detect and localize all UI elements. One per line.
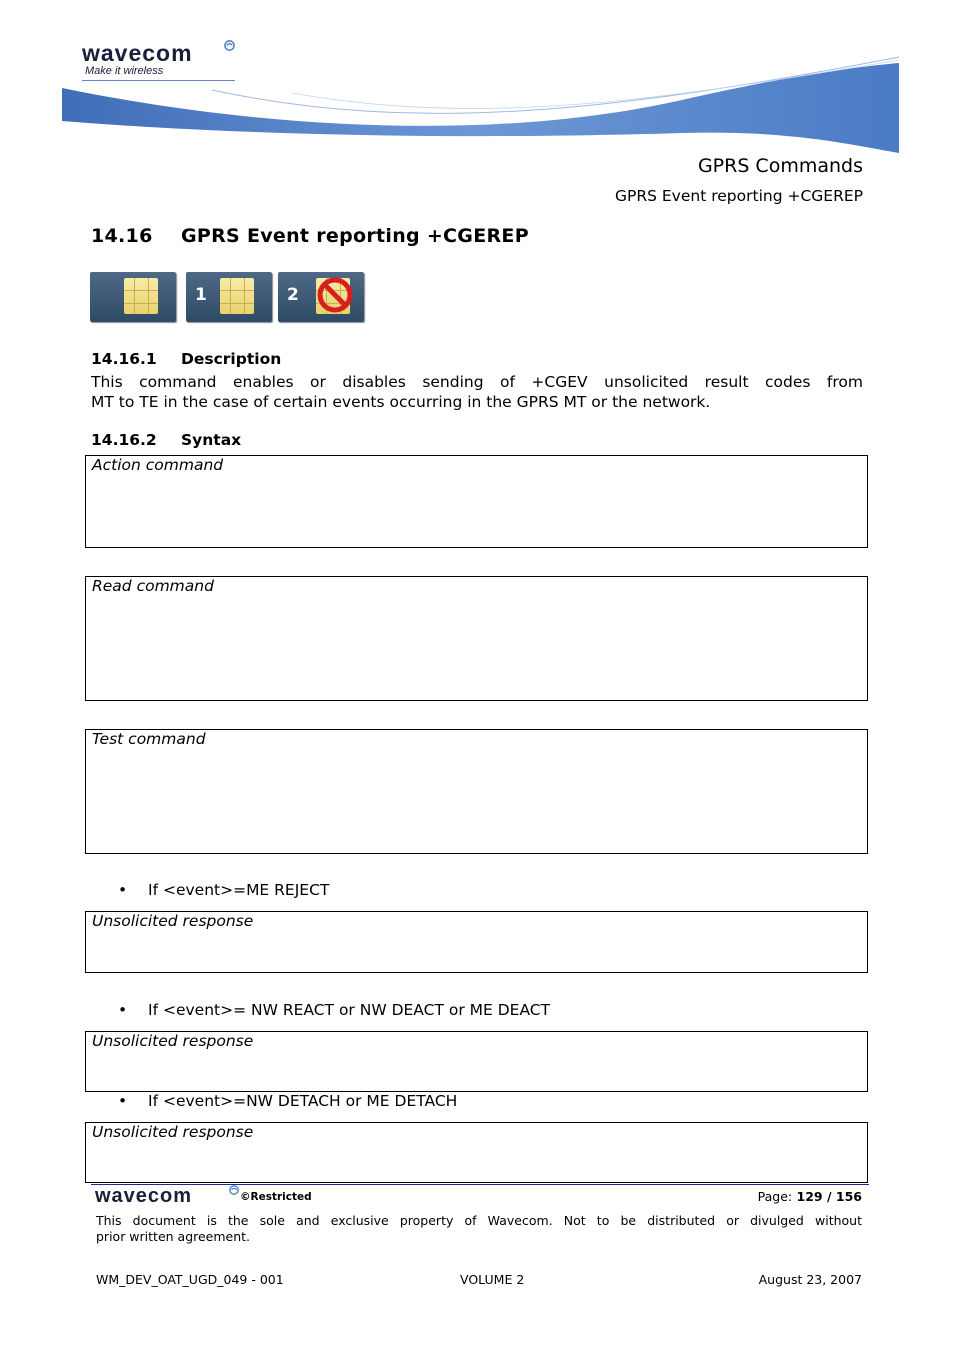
volume-label: VOLUME 2 — [460, 1272, 525, 1287]
wavecom-mark-icon — [224, 40, 235, 51]
list-item: • If <event>=ME REJECT — [118, 881, 330, 899]
unsolicited-response-label: Unsolicited response — [92, 912, 254, 930]
document-reference: WM_DEV_OAT_UGD_049 - 001 — [96, 1272, 284, 1287]
section-title: GPRS Event reporting +CGEREP — [181, 225, 529, 247]
page-number: Page: 129 / 156 — [757, 1189, 862, 1204]
unsolicited-response-box — [85, 1122, 868, 1183]
test-command-box — [85, 729, 868, 854]
wavecom-mark-icon — [229, 1185, 239, 1195]
description-text: This command enables or disables sending of +CGEV unsolicited result codes from MT to TE in the case of certain events occurring in the GPRS MT or the network. — [91, 373, 863, 411]
section-heading — [91, 225, 529, 247]
list-item: • If <event>=NW DETACH or ME DETACH — [118, 1092, 458, 1110]
footer-rule — [91, 1184, 869, 1185]
sim-card-icon — [90, 272, 176, 322]
header-wave-banner — [62, 55, 899, 155]
unsolicited-response-label: Unsolicited response — [92, 1032, 254, 1050]
section-number: 14.16 — [91, 225, 153, 247]
unsolicited-response-box — [85, 911, 868, 973]
action-command-label: Action command — [92, 456, 224, 474]
unsolicited-response-label: Unsolicited response — [92, 1123, 254, 1141]
wavecom-logo: wavecom — [82, 40, 193, 66]
sim-card-1-icon: 1 — [186, 272, 272, 322]
confidentiality-note: This document is the sole and exclusive property of Wavecom. Not to be distributed or divulged without prior written agreement. — [96, 1213, 862, 1244]
read-command-box — [85, 576, 868, 701]
syntax-heading: 14.16.2 Syntax — [91, 431, 242, 449]
document-date: August 23, 2007 — [758, 1272, 862, 1287]
prohibited-icon — [316, 276, 354, 314]
restricted-notice: ©Restricted — [240, 1191, 312, 1203]
section-running-title: GPRS Event reporting +CGEREP — [615, 187, 863, 205]
read-command-label: Read command — [92, 577, 214, 595]
test-command-label: Test command — [92, 730, 206, 748]
description-heading: 14.16.1 Description — [91, 350, 282, 368]
action-command-box — [85, 455, 868, 548]
list-item: • If <event>= NW REACT or NW DEACT or ME DEACT — [118, 1001, 551, 1019]
unsolicited-response-box — [85, 1031, 868, 1092]
brand-tagline: Make it wireless — [85, 65, 164, 77]
chapter-title: GPRS Commands — [697, 155, 863, 177]
sim-card-2-not-supported-icon: 2 — [278, 272, 364, 322]
footer-wavecom-logo: wavecom — [95, 1185, 193, 1207]
